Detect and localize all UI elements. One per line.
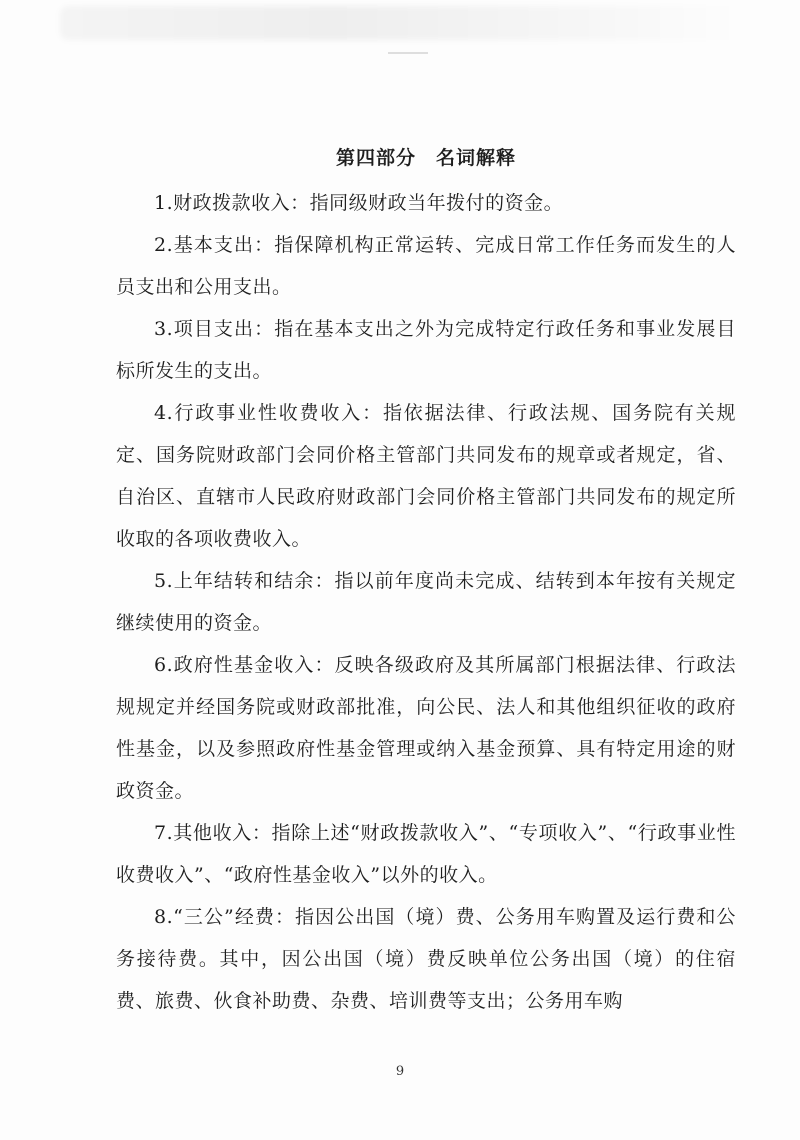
scan-bleed-through [60, 6, 740, 40]
definition-paragraph-2: 2.基本支出：指保障机构正常运转、完成日常工作任务而发生的人员支出和公用支出。 [116, 234, 736, 298]
section-heading: 第四部分 名词解释 [335, 147, 516, 169]
page-number: 9 [395, 1064, 405, 1079]
definition-paragraph-1: 1.财政拨款收入：指同级财政当年拨付的资金。 [154, 192, 564, 214]
definition-paragraph-3: 3.项目支出：指在基本支出之外为完成特定行政任务和事业发展目标所发生的支出。 [116, 318, 736, 382]
definition-paragraph-4: 4.行政事业性收费收入：指依据法律、行政法规、国务院有关规定、国务院财政部门会同价格主管部门共同发布的规章或者规定，省、自治区、直辖市人民政府财政部门会同价格主管部门共同发布的规定所收取的各项收费收入。 [116, 402, 736, 550]
document-body [116, 140, 736, 1022]
definition-paragraph-7: 7.其他收入：指除上述“财政拨款收入”、“专项收入”、“行政事业性收费收入”、“政府性基金收入”以外的收入。 [116, 822, 736, 886]
definition-paragraph-6: 6.政府性基金收入：反映各级政府及其所属部门根据法律、行政法规规定并经国务院或财政部批准，向公民、法人和其他组织征收的政府性基金，以及参照政府性基金管理或纳入基金预算、具有特定用途的财政资金。 [116, 654, 736, 802]
definition-paragraph-8: 8.“三公”经费：指因公出国（境）费、公务用车购置及运行费和公务接待费。其中，因公出国（境）费反映单位公务出国（境）的住宿费、旅费、伙食补助费、杂费、培训费等支出；公务用车购 [116, 906, 736, 1012]
scan-bleed-mark [388, 52, 428, 54]
definition-paragraph-5: 5.上年结转和结余：指以前年度尚未完成、结转到本年按有关规定继续使用的资金。 [116, 570, 736, 634]
